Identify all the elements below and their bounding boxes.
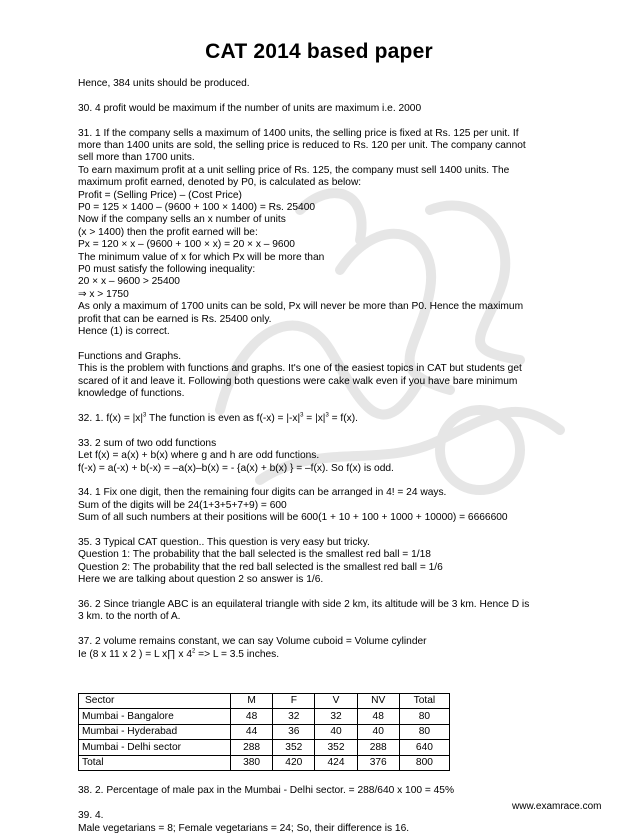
answer-31-line: more than 1400 units are sold, the selling price is reduced to Rs. 120 per unit. The company cannot bbox=[78, 140, 526, 151]
table-row bbox=[79, 709, 450, 725]
answer-38: 38. 2. Percentage of male pax in the Mumbai - Delhi sector. = 288/640 x 100 = 45% bbox=[78, 785, 455, 797]
answer-39-line: Male vegetarians = 8; Female vegetarians = 24; So, their difference is 16. bbox=[78, 822, 410, 834]
text-line: This is the problem with functions and graphs. It's one of the easiest topics in CAT but students get bbox=[78, 363, 522, 375]
document-body bbox=[78, 78, 578, 835]
table-cell: 352 bbox=[315, 740, 357, 756]
answer-36-line: 36. 2 Since triangle ABC is an equilateral triangle with side 2 km, its altitude will be 3 km. Hence D is bbox=[78, 598, 530, 610]
table-cell: 640 bbox=[399, 740, 449, 756]
table-header: Sector bbox=[79, 693, 231, 709]
table-cell: Mumbai - Bangalore bbox=[79, 709, 231, 725]
answer-31-line: (x > 1400) then the profit earned will be: bbox=[78, 226, 258, 238]
text-line: scared of it and leave it. Following both questions were cake walk even if you have bare minimum bbox=[78, 375, 518, 387]
table-header: Total bbox=[399, 693, 449, 709]
answer-35-line: Question 2: The probability that the red ball selected is the smallest red ball = 1/6 bbox=[78, 561, 443, 573]
table-cell: 40 bbox=[357, 724, 399, 740]
table-cell: 48 bbox=[231, 709, 273, 725]
table-cell: 288 bbox=[357, 740, 399, 756]
answer-35-line: 35. 3 Typical CAT question.. This question is very easy but tricky. bbox=[78, 536, 370, 548]
answer-31-line: Hence (1) is correct. bbox=[78, 326, 170, 338]
answer-34-line: Sum of the digits will be 24(1+3+5+7+9) = 600 bbox=[78, 499, 287, 511]
table-cell: 800 bbox=[399, 755, 449, 771]
table-cell: 48 bbox=[357, 709, 399, 725]
text-line: Hence, 384 units should be produced. bbox=[78, 78, 250, 89]
table-cell: 376 bbox=[357, 755, 399, 771]
answer-31-line: P0 must satisfy the following inequality: bbox=[78, 264, 256, 276]
table-cell: 32 bbox=[273, 709, 315, 725]
sector-table bbox=[78, 693, 450, 772]
page-title: CAT 2014 based paper bbox=[205, 40, 433, 63]
answer-37-line: 37. 2 volume remains constant, we can say Volume cuboid = Volume cylinder bbox=[78, 636, 427, 648]
answer-35-line: Question 1: The probability that the ball selected is the smallest red ball = 1/18 bbox=[78, 549, 431, 561]
table-cell: 80 bbox=[399, 724, 449, 740]
table-cell: 424 bbox=[315, 755, 357, 771]
section-heading: Functions and Graphs. bbox=[78, 350, 182, 362]
answer-31-line: Now if the company sells an x number of units bbox=[78, 214, 286, 226]
table-row bbox=[79, 740, 450, 756]
answer-31-line: Px = 120 × x – (9600 + 100 × x) = 20 × x – 9600 bbox=[78, 239, 295, 251]
answer-31-line: 20 × x – 9600 > 25400 bbox=[78, 276, 180, 288]
table-row bbox=[79, 724, 450, 740]
answer-33-line: 33. 2 sum of two odd functions bbox=[78, 437, 217, 449]
table-header: M bbox=[231, 693, 273, 709]
answer-34-line: 34. 1 Fix one digit, then the remaining four digits can be arranged in 4! = 24 ways. bbox=[78, 487, 447, 499]
answer-31-line: ⇒ x > 1750 bbox=[78, 288, 129, 300]
answer-31-line: profit that can be earned is Rs. 25400 only. bbox=[78, 313, 272, 325]
answer-32: 32. 1. $f(x) = |x|^3$ The function is even as $f(-x) = |-x|^3 = |x|^3 = f(x)$. bbox=[78, 412, 358, 424]
table-cell: 380 bbox=[231, 755, 273, 771]
table-cell: 44 bbox=[231, 724, 273, 740]
answer-35-line: Here we are talking about question 2 so answer is 1/6. bbox=[78, 574, 324, 586]
table-cell: 288 bbox=[231, 740, 273, 756]
table-header: NV bbox=[357, 693, 399, 709]
table-row bbox=[79, 755, 450, 771]
table-cell: Mumbai - Hyderabad bbox=[79, 724, 231, 740]
answer-31-line: sell more than 1700 units. bbox=[78, 152, 195, 164]
answer-31-line: 31. 1 If the company sells a maximum of 1400 units, the selling price is fixed at Rs. 125 per unit. If bbox=[78, 127, 519, 139]
table-header: F bbox=[273, 693, 315, 709]
answer-31-line: P0 = 125 × 1400 – (9600 + 100 × 1400) = Rs. 25400 bbox=[78, 202, 316, 214]
table-cell: 80 bbox=[399, 709, 449, 725]
answer-31-line: Profit = (Selling Price) – (Cost Price) bbox=[78, 189, 242, 201]
answer-34-line: Sum of all such numbers at their positions will be 600(1 + 10 + 100 + 1000 + 10000) = 6666600 bbox=[78, 512, 508, 524]
table-cell: Mumbai - Delhi sector bbox=[79, 740, 231, 756]
answer-30: 30. 4 profit would be maximum if the number of units are maximum i.e. 2000 bbox=[78, 102, 422, 114]
answer-31-line: The minimum value of x for which Px will be more than bbox=[78, 251, 325, 263]
table-cell: 352 bbox=[273, 740, 315, 756]
table-cell: 420 bbox=[273, 755, 315, 771]
answer-31-line: To earn maximum profit at a unit selling price of Rs. 125, the company must sell 1400 units. The bbox=[78, 164, 510, 176]
answer-37-line: Ie (8 x 11 x 2 ) = L x∏ x $4^2 => L = 3.5$ inches. bbox=[78, 648, 280, 660]
answer-33-line: f(-x) = a(-x) + b(-x) = –a(x)–b(x) = - {a(x) + b(x) } = –f(x). So f(x) is odd. bbox=[78, 462, 394, 474]
answer-31-line: maximum profit earned, denoted by P0, is calculated as below: bbox=[78, 177, 362, 189]
answer-39-line: 39. 4. bbox=[78, 810, 104, 822]
answer-36-line: 3 km. to the north of A. bbox=[78, 611, 181, 623]
table-cell: Total bbox=[79, 755, 231, 771]
table-header: V bbox=[315, 693, 357, 709]
text-line: knowledge of functions. bbox=[78, 388, 185, 400]
table-cell: 32 bbox=[315, 709, 357, 725]
table-cell: 40 bbox=[315, 724, 357, 740]
answer-33-line: Let f(x) = a(x) + b(x) where g and h are odd functions. bbox=[78, 450, 320, 462]
table-cell: 36 bbox=[273, 724, 315, 740]
answer-31-line: As only a maximum of 1700 units can be sold, Px will never be more than P0. Hence the maximum bbox=[78, 301, 524, 313]
table-header-row bbox=[79, 693, 450, 709]
footer-url: www.examrace.com bbox=[512, 801, 602, 812]
